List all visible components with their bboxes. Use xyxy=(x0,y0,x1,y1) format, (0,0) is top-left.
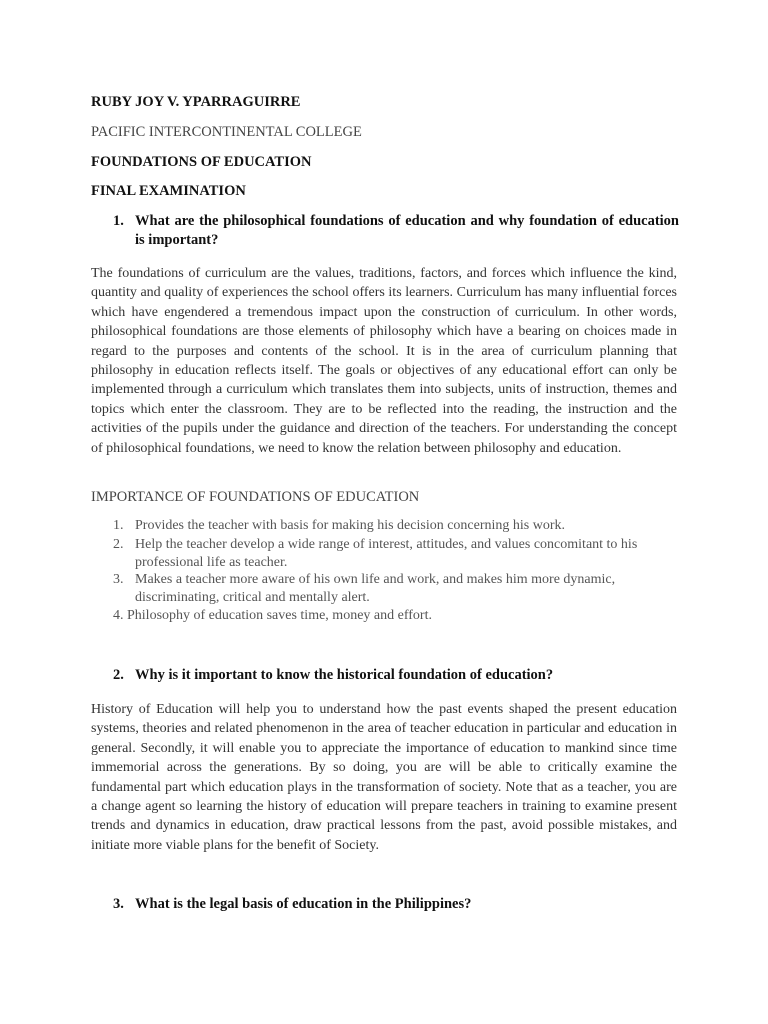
question-3-number: 3. xyxy=(113,896,124,912)
exam-title: FINAL EXAMINATION xyxy=(91,183,246,199)
answer-1-paragraph: The foundations of curriculum are the values, traditions, factors, and forces which influence the kind, quantity and quality of experiences the school offers its learners. Curriculum has many influential forces which have engendered a tremendous impact upon the construction of curriculum. In other words, philosophical foundations are those elements of philosophy which have a bearing on choices made in regard to the purposes and contents of the school. It is in the area of curriculum planning that philosophy in education reflects itself. The goals or objectives of any educational effort can only be implemented through a curriculum which translates them into subjects, units of instruction, themes and topics which enter the classroom. They are to be reflected into the reading, the instruction and the activities of the pupils under the guidance and direction of the teachers. For understanding the concept of philosophical foundations, we need to know the relation between philosophy and education. xyxy=(91,266,677,456)
question-3-text: What is the legal basis of education in the Philippines? xyxy=(135,896,472,912)
importance-item-3-number: 3. xyxy=(113,572,124,587)
importance-item-3 xyxy=(113,571,679,606)
question-2-number: 2. xyxy=(113,667,124,683)
importance-item-4 xyxy=(113,607,432,625)
importance-item-2-number: 2. xyxy=(113,537,124,552)
importance-item-2-text: Help the teacher develop a wide range of interest, attitudes, and values concomitant to his professional life as teacher. xyxy=(135,537,638,570)
question-2 xyxy=(113,666,679,685)
question-1 xyxy=(113,212,679,250)
importance-heading: IMPORTANCE OF FOUNDATIONS OF EDUCATION xyxy=(91,489,420,505)
course-title: FOUNDATIONS OF EDUCATION xyxy=(91,154,312,170)
importance-item-1 xyxy=(113,517,679,535)
college-name: PACIFIC INTERCONTINENTAL COLLEGE xyxy=(91,124,362,140)
importance-item-3-text: Makes a teacher more aware of his own life and work, and makes him more dynamic, discriminating, critical and mentally alert. xyxy=(135,572,616,605)
importance-item-4-number: 4. xyxy=(113,608,124,623)
question-1-text: What are the philosophical foundations of education and why foundation of education is important? xyxy=(135,213,679,248)
importance-item-1-text: Provides the teacher with basis for making his decision concerning his work. xyxy=(135,518,566,533)
importance-item-1-number: 1. xyxy=(113,518,124,533)
question-2-text: Why is it important to know the historical foundation of education? xyxy=(135,667,554,683)
student-name: RUBY JOY V. YPARRAGUIRRE xyxy=(91,94,301,110)
answer-2-paragraph: History of Education will help you to understand how the past events shaped the present education systems, theories and related phenomenon in the area of teacher education in particular and education in general. Secondly, it will enable you to appreciate the importance of education to mankind since time immemorial across the generations. By so doing, you are will be able to critically examine the fundamental part which education plays in the transformation of society. Note that as a teacher, you are a change agent so learning the history of education will prepare teachers in training to examine present trends and dynamics in education, draw practical lessons from the past, avoid possible mistakes, and initiate more viable plans for the benefit of Society. xyxy=(91,702,677,853)
importance-item-4-text: Philosophy of education saves time, money and effort. xyxy=(127,608,432,623)
question-3 xyxy=(113,895,679,914)
question-1-number: 1. xyxy=(113,213,124,229)
importance-item-2 xyxy=(113,536,679,571)
